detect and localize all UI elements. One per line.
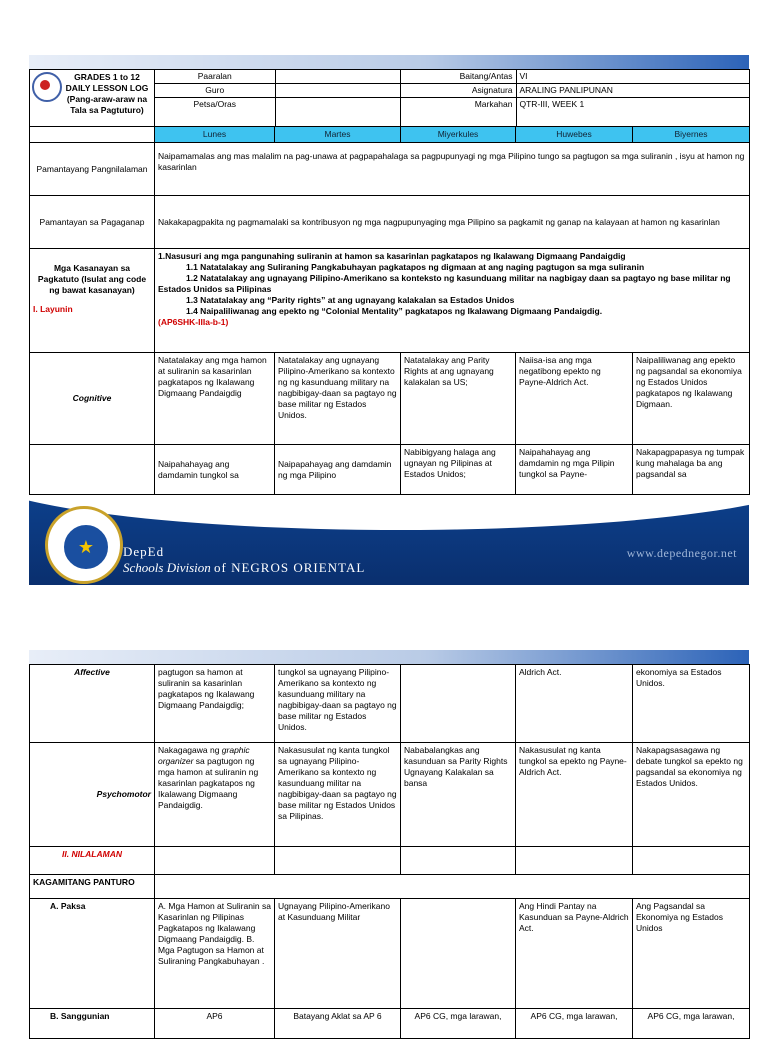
guro-label: Guro xyxy=(155,84,275,98)
deped-footer xyxy=(29,500,749,585)
pamantayang-label: Pamantayang Pangnilalaman xyxy=(30,143,155,196)
kasanayan-line-4: 1.3 Natatalakay ang “Parity rights” at ang ugnayang kalakalan sa Estados Unidos xyxy=(186,295,515,305)
paaralan-value[interactable] xyxy=(275,70,400,84)
affective-top-row xyxy=(30,445,750,495)
title-line-4: Tala sa Pagtuturo) xyxy=(70,105,144,115)
psychomotor-cell-1-em: graphic organizer xyxy=(158,745,250,766)
kasanayan-content xyxy=(155,249,750,353)
sanggunian-cell-5: AP6 CG, mga larawan, xyxy=(633,1009,750,1039)
cognitive-row xyxy=(30,353,750,445)
division-url[interactable]: www.depednegor.net xyxy=(626,546,737,560)
guro-value[interactable] xyxy=(275,84,400,98)
deped-seal-icon: ★ xyxy=(45,506,123,584)
sanggunian-cell-3: AP6 CG, mga larawan, xyxy=(401,1009,516,1039)
deped-title: DepEd xyxy=(123,544,165,559)
paksa-cell-2: Ugnayang Pilipino-Amerikano at Kasunduang Militar xyxy=(275,899,401,1009)
kasanayan-line-2: 1.1 Natatalakay ang Suliraning Pangkabuhayan pagkatapos ng digmaan at ang naging pagtugon sa mga suliranin xyxy=(186,262,645,272)
division-script: Schools Division xyxy=(123,560,211,575)
baitang-label: Baitang/Antas xyxy=(401,70,516,84)
grades-title-cell xyxy=(30,70,155,127)
cognitive-cell-5: Naipaliliwanag ang epekto ng pagsandal sa ekonomiya ng Estados Unidos pagkatapos ng Ikalawang Digmaan. xyxy=(633,353,750,445)
competency-code: (AP6SHK-IIIa-b-1) xyxy=(158,317,229,327)
affective-cell-3 xyxy=(401,665,516,743)
affective-top-cell-5: Nakapagpapasya ng tumpak kung mahalaga ba ang pagsandal sa xyxy=(633,445,750,495)
affective-top-cell-4: Naipahahayag ang damdamin ng mga Pilipin tungkol sa Payne- xyxy=(516,445,633,495)
sanggunian-cell-2: Batayang Aklat sa AP 6 xyxy=(275,1009,401,1039)
affective-label: Affective xyxy=(30,665,155,743)
day-martes: Martes xyxy=(275,127,401,143)
kasanayan-line-1: 1.Nasusuri ang mga pangunahing suliranin at hamon sa kasarinlan pagkatapos ng Ikalawang Digmaang Pandaigdig xyxy=(158,251,626,261)
nilalaman-row xyxy=(30,847,750,875)
title-line-2: DAILY LESSON LOG xyxy=(65,83,149,93)
page-2 xyxy=(29,650,749,1024)
paksa-label: A. Paksa xyxy=(30,899,155,1009)
affective-cell-4: Aldrich Act. xyxy=(516,665,633,743)
nilalaman-label: II. NILALAMAN xyxy=(30,847,155,875)
sanggunian-label: B. Sanggunian xyxy=(30,1009,155,1039)
paksa-cell-4: Ang Hindi Pantay na Kasunduan sa Payne-Aldrich Act. xyxy=(516,899,633,1009)
markahan-label: Markahan xyxy=(401,98,516,127)
cognitive-label: Cognitive xyxy=(30,353,155,445)
day-lunes: Lunes xyxy=(155,127,275,143)
psychomotor-label: Psychomotor xyxy=(30,743,155,847)
school-info-cell xyxy=(155,70,401,127)
title-line-1: GRADES 1 to 12 xyxy=(74,72,140,82)
kasanayan-line-3: 1.2 Natatalakay ang ugnayang Pilipino-Amerikano sa konteksto ng kasunduang militar na nagbigay daan sa pagtayo ng base militar ng Estados Unidos sa Pilipinas xyxy=(158,273,731,294)
psychomotor-cell-3: Nababalangkas ang kasunduan sa Parity Rights Ugnayang Kalakalan sa bansa xyxy=(401,743,516,847)
cognitive-cell-4: Naiisa-isa ang mga negatibong epekto ng Payne-Aldrich Act. xyxy=(516,353,633,445)
pagaganap-label: Pamantayan sa Pagaganap xyxy=(30,196,155,249)
sanggunian-cell-1: AP6 xyxy=(155,1009,275,1039)
cognitive-cell-3: Natatalakay ang Parity Rights at ang ugnayang kalakalan sa US; xyxy=(401,353,516,445)
sanggunian-cell-4: AP6 CG, mga larawan, xyxy=(516,1009,633,1039)
days-row xyxy=(30,127,750,143)
division-name xyxy=(123,560,365,576)
paksa-cell-5: Ang Pagsandal sa Ekonomiya ng Estados Unidos xyxy=(633,899,750,1009)
day-miyerkules: Miyerkules xyxy=(401,127,516,143)
asignatura-value: ARALING PANLIPUNAN xyxy=(516,84,749,98)
paksa-cell-1: A. Mga Hamon at Suliranin sa Kasarinlan ng Pilipinas Pagkatapos ng Ikalawang Digmaang Pandaigdig. B. Mga Pagtugon sa Hamon at Suliraning Pangkabuhayan . xyxy=(155,899,275,1009)
markahan-value: QTR-III, WEEK 1 xyxy=(519,99,585,109)
asignatura-label: Asignatura xyxy=(401,84,516,98)
deped-small-seal-icon xyxy=(32,72,62,102)
affective-cell-5: ekonomiya sa Estados Unidos. xyxy=(633,665,750,743)
affective-cell-2: tungkol sa ugnayang Pilipino-Amerikano sa kontexto ng kasunduang military na nagbibigay-daan sa pagtayo ng base militar ng Estados Unidos. xyxy=(275,665,401,743)
psychomotor-cell-5: Nakapagsasagawa ng debate tungkol sa epekto ng pagsandal sa ekonomiya ng Estados Unidos. xyxy=(633,743,750,847)
affective-top-cell-3: Nabibigyang halaga ang ugnayan ng Pilipinas at Estados Unidos; xyxy=(401,445,516,495)
psychomotor-cell-1-pre: Nakagagawa ng xyxy=(158,745,222,755)
lesson-log-table-2 xyxy=(29,664,750,1039)
psychomotor-cell-1 xyxy=(155,743,275,847)
kasanayan-label: Mga Kasanayan sa Pagkatuto (Isulat ang code ng bawat kasanayan) xyxy=(37,263,147,295)
petsa-value[interactable] xyxy=(275,98,400,127)
layunin-label: I. Layunin xyxy=(33,304,73,314)
kagamitang-row xyxy=(30,875,750,899)
page-1 xyxy=(29,55,749,585)
psychomotor-cell-1-post: sa pagtugon ng mga hamon at suliranin ng kasarinlan pagkatapos ng Ikalawang Digmaang Pandaigdig. xyxy=(158,756,259,810)
paksa-cell-3 xyxy=(401,899,516,1009)
kasanayan-line-5: 1.4 Naipaliliwanag ang epekto ng “Colonial Mentality” pagkatapos ng Ikalawang Digmaang Pandaigdig. xyxy=(186,306,603,316)
baitang-value: VI xyxy=(516,70,749,84)
cognitive-cell-1: Natatalakay ang mga hamon at suliranin sa kasarinlan pagkatapos ng Ikalawang Digmaang Pandaigdig xyxy=(155,353,275,445)
pamantayang-text: Naipamamalas ang mas malalim na pag-unawa at pagpapahalaga sa pagpupunyagi ng mga Pilipino tungo sa pagtugon sa mga suliranin , isyu at hamon ng kasarinlan xyxy=(155,143,750,196)
cognitive-cell-2: Natatalakay ang ugnayang Pilipino-Amerikano sa kontexto ng ng kasunduang military na nagbibigay-daan sa pagtayo ng base militar ng Estados Unidos. xyxy=(275,353,401,445)
kasanayan-cell xyxy=(30,249,155,353)
affective-cell-1: pagtugon sa hamon at suliranin sa kasarinlan pagkatapos ng Ikalawang Digmaang Pandaigdig; xyxy=(155,665,275,743)
psychomotor-cell-4: Nakasusulat ng kanta tungkol sa epekto ng Payne-Aldrich Act. xyxy=(516,743,633,847)
pagaganap-text: Nakakapagpakita ng pagmamalaki sa kontribusyon ng mga nagpupunyaging mga Pilipino sa pagkamit ng ganap na kalayaan at hamon ng kasarinlan xyxy=(155,196,750,249)
subject-info-cell xyxy=(401,70,750,127)
petsa-label: Petsa/Oras xyxy=(155,98,275,127)
affective-top-cell-2: Naipapahayag ang damdamin ng mga Pilipino xyxy=(275,445,401,495)
day-biyernes: Biyernes xyxy=(633,127,750,143)
lesson-log-table-1 xyxy=(29,69,750,495)
psychomotor-cell-2: Nakasusulat ng kanta tungkol sa ugnayang Pilipino-Amerikano sa kontexto ng kasunduang militar na nagbibigay-daan sa pagtayo ng base militar ng Estados Unidos sa Pilipinas. xyxy=(275,743,401,847)
paksa-row xyxy=(30,899,750,1009)
day-huwebes: Huwebes xyxy=(516,127,633,143)
division-of: of NEGROS ORIENTAL xyxy=(214,560,366,575)
paaralan-label: Paaralan xyxy=(155,70,275,84)
affective-row xyxy=(30,665,750,743)
kagamitang-label: KAGAMITANG PANTURO xyxy=(30,875,155,899)
affective-top-cell-1: Naipahahayag ang damdamin tungkol sa xyxy=(155,445,275,495)
title-line-3: (Pang-araw-araw na xyxy=(66,94,148,104)
psychomotor-row xyxy=(30,743,750,847)
header-band-2 xyxy=(29,650,749,664)
header-band xyxy=(29,55,749,69)
